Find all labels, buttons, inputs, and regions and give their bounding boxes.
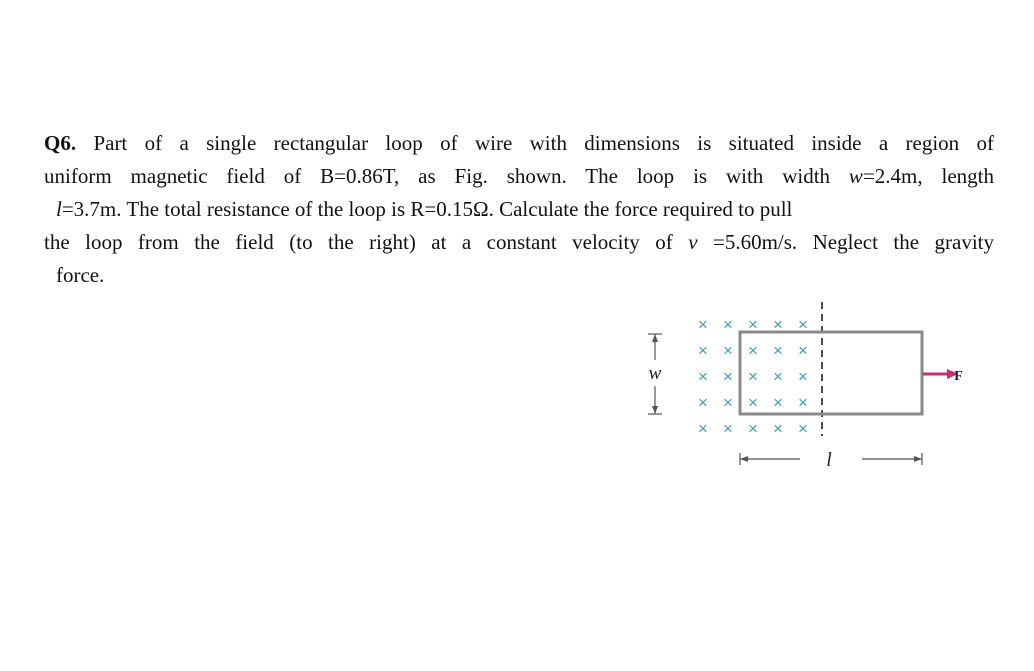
field-mark: × — [798, 341, 808, 360]
force-arrow — [923, 369, 958, 379]
question-line-1: Q6. Part of a single rectangular loop of wire with dimensions is situated inside a region of — [44, 131, 994, 155]
field-mark: × — [798, 315, 808, 334]
length-label: l — [826, 449, 832, 471]
field-mark: × — [748, 367, 758, 386]
field-mark: × — [698, 341, 708, 360]
question-text — [44, 127, 994, 292]
velocity-variable: v — [688, 230, 698, 254]
length-variable: l — [56, 197, 62, 221]
width-variable: w — [848, 164, 863, 188]
field-mark: × — [723, 419, 733, 438]
field-mark: × — [748, 393, 758, 412]
field-mark: × — [773, 367, 783, 386]
question-line-5: force. — [56, 263, 105, 287]
question-number: Q6. — [44, 131, 77, 155]
loop-field-figure — [640, 296, 974, 471]
field-mark: × — [723, 393, 733, 412]
question-line-4: the loop from the field (to the right) at a constant velocity of v =5.60m/s. Neglect the gravity — [44, 230, 995, 254]
field-mark: × — [773, 341, 783, 360]
field-mark: × — [798, 393, 808, 412]
field-mark: × — [698, 393, 708, 412]
field-mark: × — [798, 419, 808, 438]
question-line-2: uniform magnetic field of B=0.86T, as Fig. shown. The loop is with width w=2.4m, length — [44, 164, 994, 188]
field-mark: × — [748, 315, 758, 334]
field-mark: × — [723, 315, 733, 334]
width-label: w — [648, 363, 662, 384]
field-mark: × — [723, 367, 733, 386]
field-mark: × — [748, 341, 758, 360]
field-mark: × — [798, 367, 808, 386]
force-label: F⃗ — [954, 369, 974, 384]
field-mark: × — [698, 367, 708, 386]
question-line-3: l=3.7m. The total resistance of the loop is R=0.15Ω. Calculate the force required to pull — [56, 197, 793, 221]
figure-svg — [640, 296, 974, 471]
wire-loop — [740, 332, 922, 414]
field-mark: × — [698, 315, 708, 334]
field-mark: × — [748, 419, 758, 438]
field-mark: × — [723, 341, 733, 360]
field-mark: × — [773, 315, 783, 334]
field-mark: × — [773, 419, 783, 438]
field-mark: × — [773, 393, 783, 412]
field-mark: × — [698, 419, 708, 438]
